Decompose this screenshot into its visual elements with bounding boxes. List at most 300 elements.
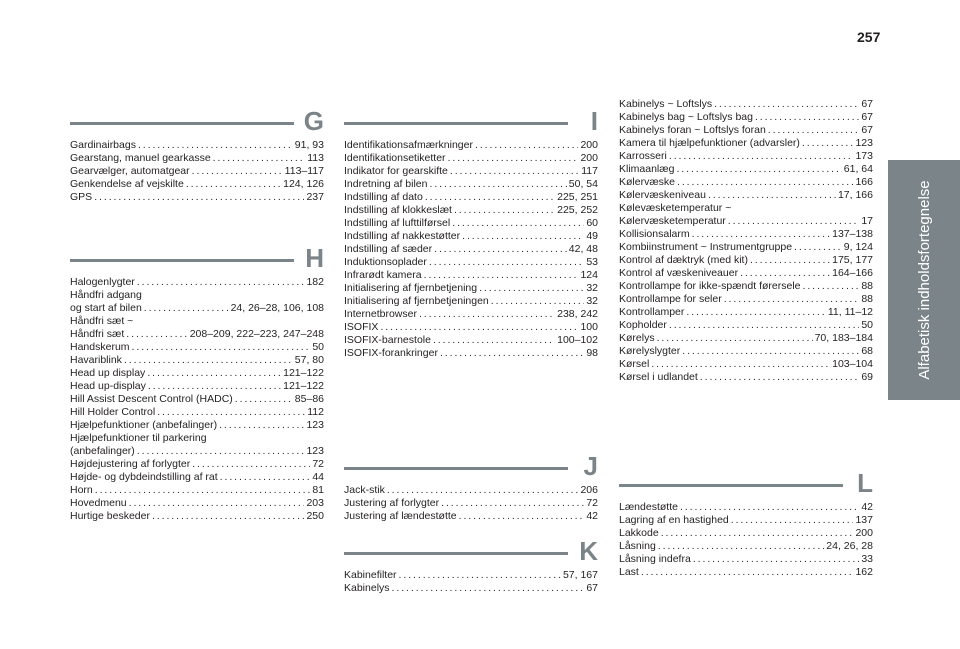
index-entry bbox=[619, 527, 873, 540]
index-section bbox=[344, 103, 598, 360]
index-entry bbox=[619, 358, 873, 371]
index-entry-row bbox=[344, 347, 598, 360]
index-entry-label: ISOFIX bbox=[344, 321, 379, 333]
side-tab bbox=[888, 160, 960, 400]
index-entry-label: Kølervæsketemperatur bbox=[619, 215, 726, 227]
index-entry-label: Kopholder bbox=[619, 319, 667, 331]
dot-leader bbox=[803, 280, 860, 293]
dot-leader bbox=[708, 189, 836, 202]
dot-leader bbox=[794, 241, 842, 254]
section-header bbox=[344, 533, 598, 569]
dot-leader bbox=[148, 380, 281, 393]
index-entry-pages: 173 bbox=[855, 150, 873, 162]
index-entry bbox=[619, 124, 873, 137]
index-entry bbox=[344, 191, 598, 204]
index-entry bbox=[344, 243, 598, 256]
dot-leader bbox=[440, 347, 584, 360]
index-entry-pages: 32 bbox=[586, 282, 598, 294]
index-entry bbox=[70, 406, 324, 419]
index-entry-pages: 24, 26, 28 bbox=[826, 540, 873, 552]
index-entry-label: Kølervæske bbox=[619, 176, 676, 188]
index-entry-pages: 17, 166 bbox=[837, 189, 873, 201]
index-entry-pages: 44 bbox=[312, 471, 324, 483]
dot-leader bbox=[657, 332, 813, 345]
index-entry bbox=[70, 367, 324, 380]
index-entry-label: Gearstang, manuel gearkasse bbox=[70, 152, 211, 164]
index-entry-row bbox=[344, 269, 598, 282]
index-entry bbox=[344, 569, 598, 582]
index-entry-pages: 57, 80 bbox=[294, 354, 324, 366]
index-entry bbox=[70, 315, 324, 341]
index-entry-pages: 123 bbox=[306, 445, 324, 457]
index-entry-label: Kørsel i udlandet bbox=[619, 371, 698, 383]
index-entry-row bbox=[70, 445, 324, 458]
index-entry-label: Kollisionsalarm bbox=[619, 228, 690, 240]
index-entry-row bbox=[70, 152, 324, 165]
dot-leader bbox=[651, 358, 830, 371]
index-entry-pages: 117 bbox=[581, 165, 598, 177]
index-entry bbox=[619, 150, 873, 163]
index-entry-row bbox=[619, 540, 873, 553]
index-entry bbox=[70, 191, 324, 204]
index-entry bbox=[619, 319, 873, 332]
dot-leader bbox=[235, 393, 293, 406]
index-entry-pages: 72 bbox=[312, 458, 324, 470]
index-entry-pages: 57, 167 bbox=[562, 569, 598, 581]
index-entry-pages: 98 bbox=[586, 347, 598, 359]
index-entry bbox=[619, 189, 873, 202]
dot-leader bbox=[429, 256, 584, 269]
index-entry-row bbox=[619, 241, 873, 254]
index-entry-row bbox=[344, 191, 598, 204]
section-rule bbox=[344, 552, 568, 555]
index-entry bbox=[344, 204, 598, 217]
index-entry-row bbox=[70, 484, 324, 497]
index-entry-row bbox=[70, 367, 324, 380]
index-entry bbox=[344, 178, 598, 191]
index-section bbox=[619, 98, 873, 384]
dot-leader bbox=[387, 484, 579, 497]
dot-leader bbox=[95, 484, 311, 497]
index-entry-row bbox=[344, 582, 598, 595]
section-letter: I bbox=[590, 106, 598, 136]
index-entry-label: Kølervæskeniveau bbox=[619, 189, 706, 201]
dot-leader bbox=[693, 553, 860, 566]
index-entry-label: Låsning indefra bbox=[619, 553, 691, 565]
index-entry-row bbox=[619, 215, 873, 228]
index-entry bbox=[70, 380, 324, 393]
index-entry-row bbox=[344, 282, 598, 295]
index-entry bbox=[344, 295, 598, 308]
dot-leader bbox=[682, 345, 859, 358]
dot-leader bbox=[452, 217, 584, 230]
index-entry-label: Internetbrowser bbox=[344, 308, 417, 320]
index-entry-label: GPS bbox=[70, 191, 93, 203]
dot-leader bbox=[692, 228, 831, 241]
index-entry bbox=[344, 217, 598, 230]
dot-leader bbox=[641, 566, 854, 579]
index-entry-label: Last bbox=[619, 566, 639, 578]
dot-leader bbox=[680, 501, 859, 514]
index-entry-row bbox=[344, 510, 598, 523]
index-entry-row bbox=[344, 295, 598, 308]
index-entry bbox=[344, 347, 598, 360]
index-entry bbox=[619, 98, 873, 111]
index-entry bbox=[344, 152, 598, 165]
index-entry-pages: 60 bbox=[586, 217, 598, 229]
index-entry-label: Hill Assist Descent Control (HADC) bbox=[70, 393, 233, 405]
index-entry-row bbox=[70, 276, 324, 289]
index-entry-pages: 137 bbox=[855, 514, 873, 526]
index-entry-row bbox=[619, 319, 873, 332]
index-entry-pages: 81 bbox=[312, 484, 324, 496]
index-entry-row bbox=[344, 178, 598, 191]
dot-leader bbox=[425, 191, 555, 204]
index-entry bbox=[70, 139, 324, 152]
index-entry bbox=[619, 241, 873, 254]
section-header bbox=[70, 103, 324, 139]
dot-leader bbox=[802, 137, 854, 150]
index-entry bbox=[619, 137, 873, 150]
index-entry-label: Kombiinstrument ~ Instrumentgruppe bbox=[619, 241, 793, 253]
index-entry bbox=[70, 471, 324, 484]
index-entry bbox=[344, 497, 598, 510]
index-entry-pages: 113–117 bbox=[284, 165, 324, 177]
dot-leader bbox=[661, 527, 854, 540]
index-entry bbox=[619, 514, 873, 527]
index-entry-label: Kørelyslygter bbox=[619, 345, 681, 357]
index-entry bbox=[344, 308, 598, 321]
index-entry-row bbox=[619, 254, 873, 267]
index-entry-pages: 68 bbox=[861, 345, 873, 357]
index-entry bbox=[344, 139, 598, 152]
index-entry-pages: 137–138 bbox=[832, 228, 873, 240]
index-entry bbox=[619, 111, 873, 124]
index-entry-label: Justering af lændestøtte bbox=[344, 510, 457, 522]
index-entry-label: Indstilling af sæder bbox=[344, 243, 433, 255]
dot-leader bbox=[700, 371, 860, 384]
index-entry-pages: 200 bbox=[580, 152, 598, 164]
dot-leader bbox=[429, 178, 566, 191]
index-entry-label: Jack-stik bbox=[344, 484, 385, 496]
index-entry-row bbox=[619, 267, 873, 280]
index-entry-lead: Hjælpefunktioner til parkering bbox=[70, 432, 207, 444]
index-entry-row bbox=[619, 98, 873, 111]
index-entry-pages: 42, 48 bbox=[568, 243, 598, 255]
index-entry-label: Indstilling af lufttilførsel bbox=[344, 217, 451, 229]
index-section bbox=[344, 448, 598, 523]
dot-leader bbox=[750, 254, 830, 267]
index-entry-row bbox=[619, 111, 873, 124]
index-entry-pages: 182 bbox=[306, 276, 324, 288]
index-entry bbox=[619, 267, 873, 280]
dot-leader bbox=[137, 445, 305, 458]
dot-leader bbox=[434, 243, 567, 256]
index-entry bbox=[70, 152, 324, 165]
index-entry bbox=[619, 371, 873, 384]
section-rule bbox=[344, 122, 568, 125]
index-entry-label: Genkendelse af vejskilte bbox=[70, 178, 184, 190]
index-entry-label: ISOFIX-barnestole bbox=[344, 334, 431, 346]
index-entry bbox=[619, 293, 873, 306]
dot-leader bbox=[419, 308, 555, 321]
index-entry-row bbox=[619, 293, 873, 306]
index-entry-pages: 121–122 bbox=[283, 367, 324, 379]
dot-leader bbox=[192, 458, 310, 471]
index-entry-pages: 61, 64 bbox=[843, 163, 873, 175]
index-entry-row bbox=[619, 514, 873, 527]
dot-leader bbox=[192, 165, 283, 178]
index-entry-label: Håndfri sæt bbox=[70, 328, 125, 340]
dot-leader bbox=[669, 150, 854, 163]
index-entry bbox=[619, 566, 873, 579]
index-entry-lead: Kølevæsketemperatur ~ bbox=[619, 202, 732, 214]
index-entry-pages: 9, 124 bbox=[843, 241, 873, 253]
section-letter: J bbox=[583, 451, 598, 481]
index-entry-label: Kamera til hjælpefunktioner (advarsler) bbox=[619, 137, 800, 149]
index-entry-pages: 123 bbox=[306, 419, 324, 431]
index-entry-pages: 91, 93 bbox=[294, 139, 324, 151]
section-header bbox=[619, 465, 873, 501]
index-entry-label: Gearvælger, automatgear bbox=[70, 165, 190, 177]
index-entry-label: Infrarødt kamera bbox=[344, 269, 422, 281]
dot-leader bbox=[768, 124, 860, 137]
index-entry-label: Indstilling af nakkestøtter bbox=[344, 230, 461, 242]
dot-leader bbox=[144, 302, 229, 315]
dot-leader bbox=[686, 306, 825, 319]
index-entry-pages: 100–102 bbox=[557, 334, 598, 346]
dot-leader bbox=[147, 367, 281, 380]
section-letter: H bbox=[305, 243, 324, 273]
index-entry-row bbox=[619, 306, 873, 319]
index-entry-label: Indstilling af klokkeslæt bbox=[344, 204, 452, 216]
index-entry-row bbox=[344, 569, 598, 582]
dot-leader bbox=[669, 319, 859, 332]
index-entry-row bbox=[619, 345, 873, 358]
index-entry-row bbox=[70, 393, 324, 406]
dot-leader bbox=[152, 510, 305, 523]
section-rule bbox=[70, 259, 294, 262]
index-entry-row bbox=[344, 334, 598, 347]
section-rule bbox=[619, 484, 843, 487]
index-entry-row bbox=[344, 321, 598, 334]
index-entry-label: Indretning af bilen bbox=[344, 178, 428, 190]
index-entry-label: Hurtige beskeder bbox=[70, 510, 150, 522]
index-section bbox=[619, 465, 873, 579]
index-entry bbox=[619, 501, 873, 514]
index-entry bbox=[70, 289, 324, 315]
index-entry-row bbox=[344, 230, 598, 243]
index-entry-label: Lakkode bbox=[619, 527, 659, 539]
index-entry-label: Horn bbox=[70, 484, 93, 496]
dot-leader bbox=[755, 111, 859, 124]
index-entry-pages: 67 bbox=[861, 98, 873, 110]
dot-leader bbox=[219, 419, 304, 432]
index-entry bbox=[619, 228, 873, 241]
index-entry-lead: Håndfri adgang bbox=[70, 289, 142, 301]
index-entry-row bbox=[344, 256, 598, 269]
index-entry-label: Kontrol af dæktryk (med kit) bbox=[619, 254, 748, 266]
dot-leader bbox=[380, 321, 578, 334]
dot-leader bbox=[728, 215, 860, 228]
index-entry-pages: 124, 126 bbox=[283, 178, 324, 190]
index-entry-pages: 42 bbox=[861, 501, 873, 513]
index-entry-pages: 17 bbox=[861, 215, 873, 227]
index-entry-label: Kabinelys foran ~ Loftslys foran bbox=[619, 124, 766, 136]
index-entry-row bbox=[619, 371, 873, 384]
index-entry-pages: 203 bbox=[306, 497, 324, 509]
index-entry-pages: 100 bbox=[580, 321, 598, 333]
index-entry-label: Havariblink bbox=[70, 354, 122, 366]
index-entry-pages: 53 bbox=[586, 256, 598, 268]
index-entry bbox=[344, 321, 598, 334]
dot-leader bbox=[433, 334, 555, 347]
index-entry-label: Lændestøtte bbox=[619, 501, 678, 513]
index-entry-pages: 113 bbox=[307, 152, 324, 164]
index-entry-label: Gardinairbags bbox=[70, 139, 136, 151]
index-entry-label: Identifikationsafmærkninger bbox=[344, 139, 473, 151]
index-entry bbox=[344, 510, 598, 523]
index-entry-pages: 164–166 bbox=[832, 267, 873, 279]
index-entry bbox=[344, 230, 598, 243]
index-entry-label: Initialisering af fjernbetjening bbox=[344, 282, 478, 294]
index-entry-label: Head up display bbox=[70, 367, 146, 379]
index-entry-label: Kørsel bbox=[619, 358, 650, 370]
index-entry-row bbox=[70, 471, 324, 484]
section-header bbox=[344, 448, 598, 484]
index-entry-row bbox=[619, 566, 873, 579]
index-entry-pages: 124 bbox=[580, 269, 598, 281]
index-entry-row bbox=[70, 139, 324, 152]
index-entry-row bbox=[70, 406, 324, 419]
index-entry-row bbox=[619, 228, 873, 241]
index-entry-label: Hill Holder Control bbox=[70, 406, 156, 418]
index-entry-label: Head up-display bbox=[70, 380, 146, 392]
side-tab-label: Alfabetisk indholdsfortegnelse bbox=[915, 180, 933, 380]
index-entry-pages: 166 bbox=[855, 176, 873, 188]
index-entry-pages: 33 bbox=[861, 553, 873, 565]
index-entry-pages: 70, 183–184 bbox=[814, 332, 873, 344]
index-entry bbox=[70, 165, 324, 178]
index-entry bbox=[619, 280, 873, 293]
index-entry-label: Kørelys bbox=[619, 332, 655, 344]
dot-leader bbox=[724, 293, 860, 306]
index-entry-pages: 206 bbox=[580, 484, 598, 496]
index-entry-pages: 123 bbox=[855, 137, 873, 149]
dot-leader bbox=[448, 152, 579, 165]
index-entry-label: Indikator for gearskifte bbox=[344, 165, 448, 177]
index-entry-label: Induktionsoplader bbox=[344, 256, 427, 268]
dot-leader bbox=[450, 165, 579, 178]
dot-leader bbox=[392, 582, 585, 595]
index-entry-row bbox=[70, 380, 324, 393]
index-entry-pages: 208–209, 222–223, 247–248 bbox=[189, 328, 324, 340]
index-entry-label: Karrosseri bbox=[619, 150, 667, 162]
index-entry-label: Højdejustering af forlygter bbox=[70, 458, 191, 470]
index-entry-pages: 11, 11–12 bbox=[827, 306, 873, 318]
index-entry-row bbox=[619, 124, 873, 137]
page-number: 257 bbox=[857, 29, 881, 45]
index-entry bbox=[619, 163, 873, 176]
index-entry-row bbox=[70, 328, 324, 341]
index-entry bbox=[70, 393, 324, 406]
index-entry-label: Kabinelys bag ~ Loftslys bag bbox=[619, 111, 753, 123]
index-entry bbox=[344, 165, 598, 178]
dot-leader bbox=[399, 569, 561, 582]
index-entry-row bbox=[70, 341, 324, 354]
index-entry bbox=[70, 497, 324, 510]
index-entry-label: Låsning bbox=[619, 540, 656, 552]
index-entry-pages: 24, 26–28, 106, 108 bbox=[230, 302, 324, 314]
index-section bbox=[344, 533, 598, 595]
section-rule bbox=[344, 467, 568, 470]
index-entry-pages: 175, 177 bbox=[832, 254, 873, 266]
index-entry-row bbox=[70, 191, 324, 204]
dot-leader bbox=[462, 230, 584, 243]
index-entry-row bbox=[344, 308, 598, 321]
index-entry-label: Hovedmenu bbox=[70, 497, 127, 509]
index-entry-pages: 88 bbox=[861, 293, 873, 305]
index-entry-row bbox=[619, 501, 873, 514]
index-entry-row bbox=[344, 243, 598, 256]
index-entry-row bbox=[70, 510, 324, 523]
dot-leader bbox=[138, 139, 293, 152]
index-entry-label: Justering af forlygter bbox=[344, 497, 440, 509]
index-entry-pages: 238, 242 bbox=[557, 308, 598, 320]
index-entry bbox=[619, 176, 873, 189]
dot-leader bbox=[479, 282, 584, 295]
index-entry-label: Handskerum bbox=[70, 341, 130, 353]
index-entry bbox=[70, 484, 324, 497]
index-entry-pages: 50, 54 bbox=[568, 178, 598, 190]
index-section bbox=[70, 240, 324, 523]
index-entry-row bbox=[619, 280, 873, 293]
index-entry-label: Hjælpefunktioner (anbefalinger) bbox=[70, 419, 218, 431]
index-entry bbox=[70, 341, 324, 354]
index-entry-row bbox=[619, 150, 873, 163]
index-entry bbox=[344, 256, 598, 269]
index-entry-row bbox=[344, 484, 598, 497]
dot-leader bbox=[126, 328, 187, 341]
index-entry-label: og start af bilen bbox=[70, 302, 142, 314]
index-entry-row bbox=[619, 163, 873, 176]
dot-leader bbox=[676, 163, 841, 176]
index-entry-label: ISOFIX-forankringer bbox=[344, 347, 438, 359]
index-entry-row bbox=[619, 176, 873, 189]
index-entry-label: Kabinelys bbox=[344, 582, 390, 594]
index-entry-label: Lagring af en hastighed bbox=[619, 514, 729, 526]
index-entry-label: Kontrollampe for seler bbox=[619, 293, 722, 305]
dot-leader bbox=[441, 497, 584, 510]
index-entry-label: Kontrollamper bbox=[619, 306, 685, 318]
index-entry-pages: 67 bbox=[861, 124, 873, 136]
index-entry-row bbox=[70, 178, 324, 191]
index-entry bbox=[344, 334, 598, 347]
index-entry bbox=[344, 269, 598, 282]
index-entry-pages: 72 bbox=[586, 497, 598, 509]
index-entry bbox=[619, 306, 873, 319]
index-entry-row bbox=[344, 497, 598, 510]
index-entry bbox=[619, 332, 873, 345]
index-entry-label: Halogenlygter bbox=[70, 276, 135, 288]
index-entry-row bbox=[344, 152, 598, 165]
index-entry-label: Indstilling af dato bbox=[344, 191, 423, 203]
index-entry-label: (anbefalinger) bbox=[70, 445, 135, 457]
index-entry-row bbox=[70, 458, 324, 471]
section-letter: G bbox=[303, 106, 324, 136]
index-entry bbox=[344, 484, 598, 497]
index-entry-pages: 85–86 bbox=[294, 393, 324, 405]
